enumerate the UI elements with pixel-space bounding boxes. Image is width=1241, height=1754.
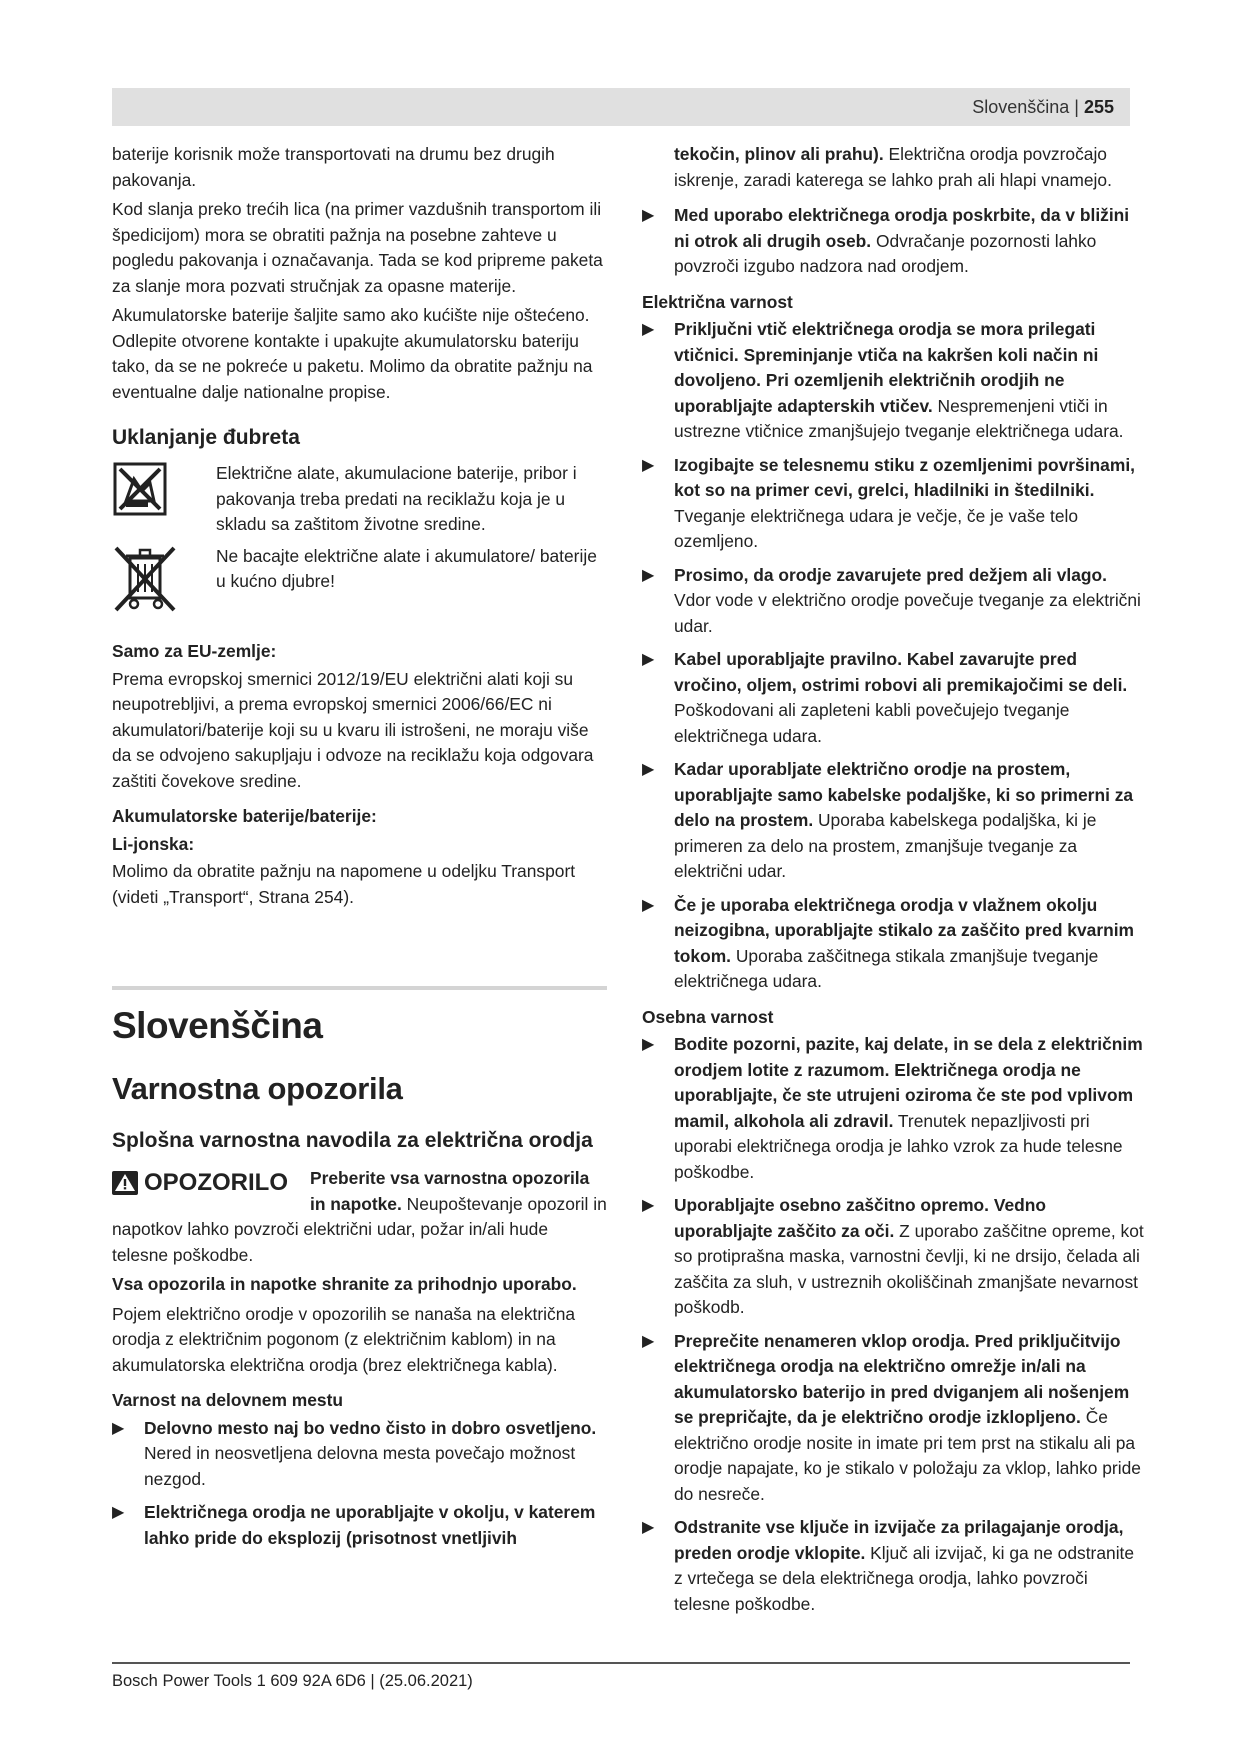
- bullet-arrow-icon: ▶: [642, 651, 655, 668]
- right-column: [642, 142, 1144, 1625]
- bullet-text: Nespremenjeni vtiči in ustrezne vtičnice zmanjšujejo tveganje električnega udara.: [674, 395, 1124, 441]
- bullet-text: Če električno orodje nosite in imate pri tem prst na stikalu ali pa orodje napajate, ko je stikalo v položaju za vklop, lahko pride do nesreče.: [674, 1407, 1141, 1504]
- bullet-item: [642, 563, 1144, 640]
- bullet-bold: Kadar uporabljate električno orodje na prostem, uporabljajte samo kabelske podaljške, ki so primerni za delo na prostem.: [674, 759, 1134, 830]
- bullet-arrow-icon: ▶: [642, 1332, 655, 1350]
- language-title: Slovenščina: [112, 1005, 323, 1046]
- bullet-arrow-icon: ▶: [642, 456, 655, 474]
- bullet-bold: Izogibajte se telesnemu stiku z ozemljenimi površinami, kot so na primer cevi, grelci, hladilniki in štedilniki.: [674, 454, 1135, 500]
- bullet-item: [642, 1515, 1144, 1617]
- bullet-arrow-icon: ▶: [642, 321, 655, 338]
- eu-text: Prema evropskoj smernici 2012/19/EU električni alati koji su neupotrebljivi, a prema evropskoj smernici 2006/66/EC ni akumulatori/baterije koji su u kvaru ili istrošeni, ne moraju više da se odvojeno sakupljaju i odvoze na reciklažu koja odgovara zaštiti čovekove sredine.: [112, 668, 594, 791]
- bullet-arrow-icon: ▶: [642, 1519, 655, 1536]
- general-safety-heading: Splošna varnostna navodila za električna orodja: [112, 1129, 593, 1152]
- transport-paragraph-2: Kod slanja preko trećih lica (na primer vazdušnih transportom ili špedicijom) mora se obratiti pažnja na posebne zahteve u pogledu pakovanja i označavanja. Tada se kod pripreme paketa za slanje mora pozvati stručnjak za opasne materije.: [112, 199, 603, 296]
- crossed-bin-icon: [112, 544, 216, 622]
- tool-definition: Pojem električno orodje v opozorilih se nanaša na električna orodja z električnim pogonom (z električnim kablom) in na akumulatorska električna orodja (brez električnega kabla).: [112, 1303, 576, 1375]
- warning-block: [112, 1166, 607, 1268]
- bullet-item: [642, 1329, 1144, 1508]
- transport-paragraph-3: Akumulatorske baterije šaljite samo ako kućište nije oštećeno. Odlepite otvorene kontakte i upakujte akumulatorsku bateriju tako, da se ne pokreće u paketu. Molimo da obratite pažnju na eventualne dalje nationalne propise.: [112, 305, 593, 402]
- warning-text: Neupoštevanje opozoril in napotkov lahko povzroči električni udar, požar in/ali hude telesne poškodbe.: [112, 1193, 607, 1265]
- bullet-arrow-icon: ▶: [642, 896, 655, 914]
- bullet-bold: Električnega orodja ne uporabljajte v okolju, v katerem lahko pride do eksplozij (prisotnost vnetljivih: [144, 1502, 596, 1548]
- bullet-item: [642, 1193, 1144, 1321]
- bullet-item: [642, 203, 1144, 280]
- header-text: [972, 97, 1114, 118]
- bullet-item: [642, 647, 1144, 749]
- recycling-row: [112, 461, 607, 538]
- personal-safety-heading: Osebna varnost: [642, 1006, 774, 1027]
- footer-rule: [112, 1662, 1130, 1664]
- bullet-arrow-icon: ▶: [642, 207, 655, 224]
- bullet-bold: Uporabljajte osebno zaščitno opremo. Vedno uporabljajte zaščito za oči.: [674, 1195, 1047, 1241]
- work-area-heading: Varnost na delovnem mestu: [112, 1390, 343, 1410]
- keep-instructions: Vsa opozorila in napotke shranite za prihodnjo uporabo.: [112, 1274, 577, 1294]
- bullet-text: Trenutek nepazljivosti pri uporabi električnega orodja je lahko vzrok za hude telesne poškodbe.: [674, 1110, 1123, 1182]
- bullet-item: [642, 893, 1144, 995]
- bullet-text: Tveganje električnega udara je večje, če je vaše telo ozemljeno.: [674, 505, 1079, 551]
- bullet-bold: Bodite pozorni, pazite, kaj delate, in se dela z električnim orodjem lotite z razumom. Električnega orodja ne uporabljajte, če ste utrujeni oziroma če ste pod vplivom mamil, alkohola ali zdravil.: [674, 1034, 1143, 1131]
- safety-title: Varnostna opozorila: [112, 1071, 403, 1106]
- page-number: 255: [1083, 97, 1114, 117]
- bullet-arrow-icon: ▶: [642, 761, 655, 778]
- bullet-item: [642, 317, 1144, 445]
- li-ion-heading: Li-jonska:: [112, 833, 195, 854]
- header-separator: |: [1069, 97, 1084, 117]
- bullet-bold: Preprečite nenameren vklop orodja. Pred priključitvijo električnega orodja na električno omrežje in/ali na akumulatorsko baterijo in pred dviganjem ali nošenjem se prepričajte, da je električno orodje izklopljeno.: [674, 1330, 1130, 1427]
- disposal-heading: Uklanjanje đubreta: [112, 426, 300, 449]
- bullet-continuation: [642, 142, 1144, 193]
- bullet-bold: Med uporabo električnega orodja poskrbite, da v bližini ni otrok ali drugih oseb.: [674, 205, 1130, 251]
- bullet-arrow-icon: ▶: [642, 566, 655, 584]
- bullet-text: Poškodovani ali zapleteni kabli povečujejo tveganje električnega udara.: [674, 700, 1070, 746]
- eu-heading: Samo za EU-zemlje:: [112, 641, 277, 661]
- warning-triangle-icon: [112, 1171, 138, 1195]
- bullet-arrow-icon: ▶: [642, 1197, 655, 1214]
- li-ion-text: Molimo da obratite pažnju na napomene u odeljku Transport (videti „Transport“, Strana 254).: [112, 861, 576, 907]
- bullet-bold: Če je uporaba električnega orodja v vlažnem okolju neizogibna, uporabljajte stikalo za zaščito pred kvarnim tokom.: [674, 894, 1135, 966]
- bullet-bold: Odstranite vse ključe in izvijače za prilagajanje orodja, preden orodje vklopite.: [674, 1517, 1124, 1563]
- transport-paragraph-1: baterije korisnik može transportovati na drumu bez drugih pakovanja.: [112, 144, 555, 190]
- bullet-item: [642, 1032, 1144, 1185]
- bullet-bold: Delovno mesto naj bo vedno čisto in dobro osvetljeno.: [144, 1417, 597, 1438]
- bullet-bold: Priključni vtič električnega orodja se mora prilegati vtičnici. Spreminjanje vtiča na kakršen koli način ni dovoljeno. Pri ozemljenih električnih orodjih ne uporabljajte adapterskih vtičev.: [674, 319, 1099, 416]
- bullet-item: [112, 1500, 607, 1551]
- bullet-bold: tekočin, plinov ali prahu).: [674, 144, 884, 164]
- footer-text: Bosch Power Tools 1 609 92A 6D6 | (25.06.2021): [112, 1672, 473, 1690]
- bullet-text: Vdor vode v električno orodje povečuje tveganje za električni udar.: [674, 590, 1141, 636]
- warning-bold: Preberite vsa varnostna opozorila in napotke.: [310, 1168, 590, 1214]
- header-language: Slovenščina: [972, 97, 1070, 117]
- bullet-text: Z uporabo zaščitne opreme, kot so protiprašna maska, varnostni čevlji, ki ne drsijo, čelada ali zaščita za sluh, v ustreznih okoliščinah zmanjšate nevarnost poškodb.: [674, 1220, 1144, 1317]
- bin-text: Ne bacajte električne alate i akumulatore/ baterije u kućno djubre!: [216, 545, 597, 591]
- bin-row: [112, 544, 607, 622]
- bullet-item: [642, 453, 1144, 555]
- left-column: [112, 142, 607, 1559]
- warning-label: [112, 1170, 288, 1196]
- bullet-item: [642, 757, 1144, 885]
- bullet-arrow-icon: ▶: [112, 1504, 125, 1521]
- bullet-text: Nered in neosvetljena delovna mesta povečajo možnost nezgod.: [144, 1443, 576, 1489]
- battery-heading: Akumulatorske baterije/baterije:: [112, 806, 377, 826]
- bullet-bold: Prosimo, da orodje zavarujete pred dežjem ali vlago.: [674, 564, 1107, 585]
- bullet-item: [112, 1416, 607, 1493]
- bullet-text: Odvračanje pozornosti lahko povzroči izgubo nadzora nad orodjem.: [674, 230, 1097, 276]
- warning-word: OPOZORILO: [144, 1169, 288, 1196]
- bullet-text: Električna orodja povzročajo iskrenje, zaradi katerega se lahko prah ali hlapi vnamejo.: [674, 144, 1112, 190]
- recycling-icon: [112, 461, 216, 538]
- electrical-safety-heading: Električna varnost: [642, 291, 793, 312]
- bullet-text: Ključ ali izvijač, ki ga ne odstranite z vrtečega se dela električnega orodja, lahko povzroči telesne poškodbe.: [674, 1542, 1135, 1614]
- bullet-text: Uporaba kabelskega podaljška, ki je primeren za delo na prostem, zmanjšuje tveganje za električni udar.: [674, 810, 1097, 881]
- recycling-text: Električne alate, akumulacione baterije, pribor i pakovanja treba predati na reciklažu koja je u skladu sa zaštitom životne sredine.: [216, 463, 577, 534]
- bullet-arrow-icon: ▶: [642, 1036, 655, 1053]
- bullet-bold: Kabel uporabljajte pravilno. Kabel zavarujte pred vročino, oljem, ostrimi robovi ali premikajočimi se deli.: [674, 649, 1128, 695]
- section-divider: [112, 986, 607, 990]
- page-header-bar: [112, 88, 1130, 126]
- bullet-text: Uporaba zaščitnega stikala zmanjšuje tveganje električnega udara.: [674, 945, 1099, 991]
- bullet-arrow-icon: ▶: [112, 1419, 125, 1437]
